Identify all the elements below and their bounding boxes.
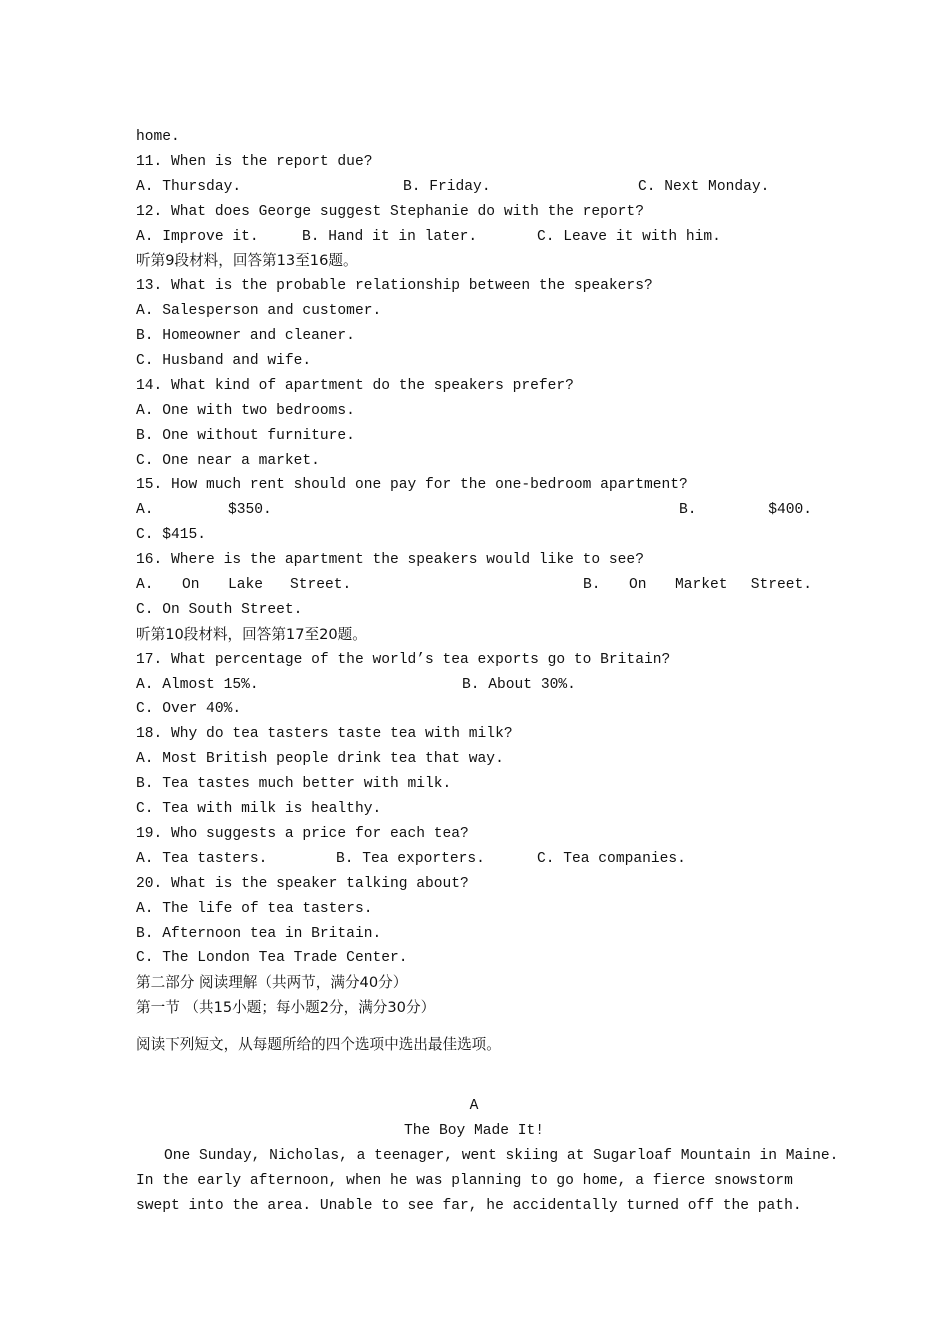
q11-option-a[interactable]: A. Thursday.: [136, 178, 242, 195]
q12-option-b[interactable]: B. Hand it in later.: [302, 228, 478, 245]
q17-option-a[interactable]: A. Almost 15%.: [136, 676, 259, 693]
q20-option-a[interactable]: A. The life of tea tasters.: [136, 900, 373, 917]
q20-option-b[interactable]: B. Afternoon tea in Britain.: [136, 925, 382, 942]
q11-option-b[interactable]: B. Friday.: [403, 178, 491, 195]
q16-stem: 16. Where is the apartment the speakers would like to see?: [136, 552, 644, 569]
q13-option-a[interactable]: A. Salesperson and customer.: [136, 303, 382, 320]
q16-b-word[interactable]: Street.: [750, 577, 812, 594]
q18-stem: 18. Why do tea tasters taste tea with milk?: [136, 726, 513, 743]
q16-option-c[interactable]: C. On South Street.: [136, 601, 303, 618]
q16-b-word[interactable]: Market: [675, 577, 728, 594]
q12-stem: 12. What does George suggest Stephanie do with the report?: [136, 203, 644, 220]
q15-option-b-value[interactable]: $400.: [768, 502, 812, 519]
q20-stem: 20. What is the speaker talking about?: [136, 875, 469, 892]
q18-option-b[interactable]: B. Tea tastes much better with milk.: [136, 776, 452, 793]
q20-option-c[interactable]: C. The London Tea Trade Center.: [136, 950, 408, 967]
q11-option-c[interactable]: C. Next Monday.: [638, 178, 770, 195]
passage-letter: A: [469, 1097, 479, 1114]
q14-option-b[interactable]: B. One without furniture.: [136, 427, 355, 444]
q19-option-b[interactable]: B. Tea exporters.: [336, 850, 485, 867]
reading-instructions: 阅读下列短文，从每题所给的四个选项中选出最佳选项。: [136, 1036, 501, 1054]
passage-line: One Sunday, Nicholas, a teenager, went skiing at Sugarloaf Mountain in Maine.: [164, 1147, 839, 1164]
section-9-heading: 听第9段材料，回答第13至16题。: [136, 252, 358, 270]
q16-b-word[interactable]: On: [629, 577, 647, 594]
q18-option-c[interactable]: C. Tea with milk is healthy.: [136, 801, 382, 818]
q14-option-c[interactable]: C. One near a market.: [136, 452, 320, 469]
q17-stem: 17. What percentage of the world’s tea exports go to Britain?: [136, 651, 671, 668]
passage-line: In the early afternoon, when he was planning to go home, a fierce snowstorm: [136, 1172, 793, 1189]
q10-tail: home.: [136, 129, 180, 145]
section-1-heading: 第一节 （共15小题；每小题2分，满分30分）: [136, 999, 436, 1017]
part-2-heading: 第二部分 阅读理解（共两节，满分40分）: [136, 974, 408, 992]
q15-option-a-value[interactable]: $350.: [228, 502, 272, 519]
q14-stem: 14. What kind of apartment do the speakers prefer?: [136, 377, 574, 394]
q13-stem: 13. What is the probable relationship between the speakers?: [136, 278, 653, 295]
spacer: [136, 1058, 812, 1094]
q16-options-ab: [136, 573, 812, 598]
q17-option-b[interactable]: B. About 30%.: [462, 676, 576, 693]
q12-option-c[interactable]: C. Leave it with him.: [537, 228, 721, 245]
q16-a-word[interactable]: On: [182, 577, 200, 594]
q15-options-ab: [136, 498, 812, 523]
passage-line: swept into the area. Unable to see far, he accidentally turned off the path.: [136, 1197, 802, 1214]
spacer: [136, 1021, 812, 1033]
q13-option-b[interactable]: B. Homeowner and cleaner.: [136, 328, 355, 345]
q19-options: [136, 847, 812, 872]
q19-stem: 19. Who suggests a price for each tea?: [136, 825, 469, 842]
q16-a-word[interactable]: A.: [136, 577, 154, 594]
q17-options-ab: [136, 673, 812, 698]
q15-stem: 15. How much rent should one pay for the one-bedroom apartment?: [136, 477, 688, 494]
q17-option-c[interactable]: C. Over 40%.: [136, 701, 242, 718]
passage-title: The Boy Made It!: [403, 1122, 545, 1139]
q15-option-c[interactable]: C. $415.: [136, 527, 207, 544]
q12-options: [136, 225, 812, 250]
q12-option-a[interactable]: A. Improve it.: [136, 228, 259, 245]
q16-b-word[interactable]: B.: [583, 577, 601, 594]
q13-option-c[interactable]: C. Husband and wife.: [136, 353, 312, 370]
q18-option-a[interactable]: A. Most British people drink tea that way.: [136, 751, 504, 768]
q19-option-c[interactable]: C. Tea companies.: [537, 850, 686, 867]
q16-a-word[interactable]: Street.: [290, 577, 352, 594]
q11-options: [136, 175, 812, 200]
q15-option-a-letter[interactable]: A.: [136, 502, 154, 519]
q14-option-a[interactable]: A. One with two bedrooms.: [136, 402, 355, 419]
q19-option-a[interactable]: A. Tea tasters.: [136, 850, 268, 867]
q11-stem: 11. When is the report due?: [136, 153, 373, 170]
section-10-heading: 听第10段材料，回答第17至20题。: [136, 625, 367, 643]
exam-page: [136, 125, 839, 1218]
q16-a-word[interactable]: Lake: [228, 577, 264, 594]
q15-option-b-letter[interactable]: B.: [679, 502, 697, 519]
